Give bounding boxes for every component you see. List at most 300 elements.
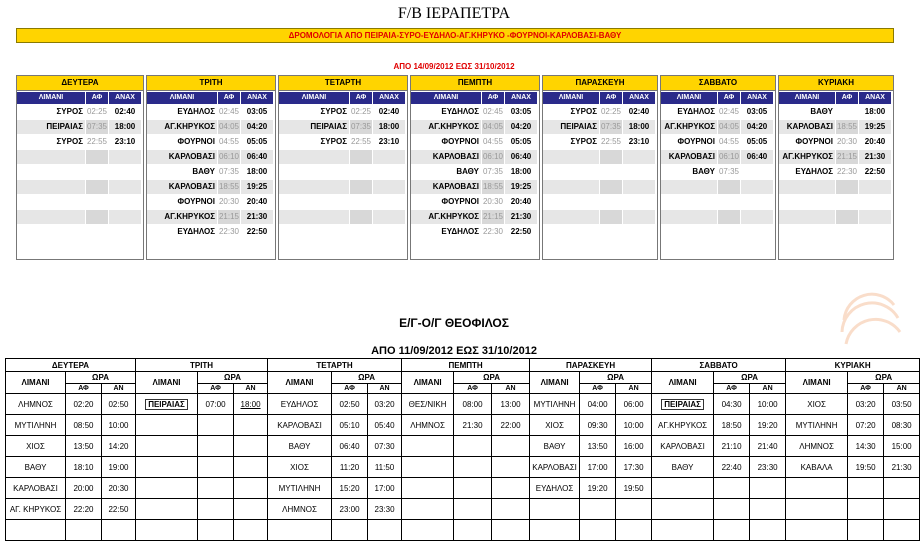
departure-time: 19:25 bbox=[241, 180, 273, 194]
arrival-time: 04:05 bbox=[218, 120, 240, 134]
arrival-time bbox=[600, 165, 622, 179]
port-name: ΚΑΡΛΟΒΑΣΙ bbox=[147, 150, 217, 164]
departure-time bbox=[884, 415, 920, 436]
schedule-row bbox=[279, 195, 407, 209]
port-col-header: ΛΙΜΑΝΙ bbox=[543, 92, 599, 104]
departure-time bbox=[109, 225, 141, 239]
dep-col-header: ΑΝΑΧ bbox=[859, 92, 891, 104]
arrival-time bbox=[600, 180, 622, 194]
port-name: ΕΥΔΗΛΟΣ bbox=[177, 107, 215, 116]
departure-time bbox=[492, 520, 530, 541]
departure-time bbox=[368, 457, 402, 478]
port-name bbox=[779, 180, 835, 194]
arrival-time: 07:35 bbox=[86, 120, 108, 134]
arrival-time bbox=[848, 499, 884, 520]
arr-col-header: ΑΦ bbox=[332, 384, 368, 394]
arrival-time bbox=[86, 180, 108, 194]
schedule-row bbox=[543, 120, 657, 134]
port-name bbox=[6, 499, 66, 520]
schedule-row bbox=[17, 150, 143, 164]
port-name bbox=[268, 394, 332, 415]
departure-time: 02:40 bbox=[628, 107, 650, 116]
departure-time bbox=[368, 415, 402, 436]
port-name-text: ΑΓ. ΚΗΡΥΚΟΣ bbox=[9, 504, 62, 514]
arrival-time bbox=[714, 478, 750, 499]
departure-time bbox=[492, 499, 530, 520]
schedule-row bbox=[779, 105, 893, 119]
port-col-header: ΛΙΜΑΝΙ bbox=[652, 372, 714, 394]
arrival-time bbox=[836, 225, 858, 239]
port-name: ΠΕΙΡΑΙΑΣ bbox=[543, 120, 599, 134]
departure-time bbox=[616, 436, 652, 457]
schedule-row bbox=[147, 120, 275, 134]
departure-time: 22:50 bbox=[864, 167, 886, 176]
arrival-time bbox=[86, 150, 108, 164]
day-header: ΚΥΡΙΑΚΗ bbox=[779, 76, 893, 91]
arr-col-header: ΑΦ bbox=[714, 384, 750, 394]
time-col-header: ΩΡΑ bbox=[580, 372, 652, 384]
dep-col-header: ΑΝ bbox=[750, 384, 786, 394]
port-name: ΒΑΘΥ bbox=[192, 167, 215, 176]
port-name: ΦΟΥΡΝΟΙ bbox=[441, 197, 479, 206]
departure-time bbox=[750, 499, 786, 520]
departure-time bbox=[102, 394, 136, 415]
arrival-time-text: 14:30 bbox=[855, 441, 876, 451]
arrival-time bbox=[86, 225, 108, 239]
port-col-header: ΛΙΜΑΝΙ bbox=[786, 372, 848, 394]
port-name bbox=[268, 499, 332, 520]
port-name bbox=[268, 457, 332, 478]
ship-title-ierapetra: F/B ΙΕΡΑΠΕΤΡΑ bbox=[397, 5, 511, 22]
departure-time bbox=[623, 180, 655, 194]
departure-time bbox=[102, 478, 136, 499]
departure-time: 02:40 bbox=[114, 107, 136, 116]
arr-col-header: ΑΦ bbox=[848, 384, 884, 394]
arrival-time bbox=[332, 394, 368, 415]
arrival-time: 21:15 bbox=[218, 210, 240, 224]
departure-time bbox=[750, 457, 786, 478]
departure-time: 21:30 bbox=[859, 150, 891, 164]
arrival-time-text: 20:00 bbox=[73, 483, 94, 493]
arr-col-header: ΑΦ bbox=[350, 92, 372, 104]
port-name: ΑΓ.ΚΗΡΥΚΟΣ bbox=[661, 120, 717, 134]
port-name-text: ΕΥΔΗΛΟΣ bbox=[535, 483, 574, 493]
port-name-text: ΠΕΙΡΑΙΑΣ bbox=[145, 399, 188, 410]
departure-time bbox=[492, 436, 530, 457]
schedule-row bbox=[661, 210, 775, 224]
port-name bbox=[279, 225, 349, 239]
arrival-time-text: 04:30 bbox=[721, 399, 742, 409]
arrival-time bbox=[714, 436, 750, 457]
port-name bbox=[268, 415, 332, 436]
schedule-row bbox=[543, 165, 657, 179]
port-name-text: ΧΙΟΣ bbox=[807, 399, 826, 409]
departure-time bbox=[102, 436, 136, 457]
schedule-row bbox=[411, 105, 539, 119]
port-name: ΕΥΔΗΛΟΣ bbox=[177, 227, 215, 236]
day-block-2 bbox=[278, 75, 408, 260]
port-name bbox=[661, 210, 717, 224]
arrival-time bbox=[454, 415, 492, 436]
arrival-time-text: 08:50 bbox=[73, 420, 94, 430]
port-name-text: ΜΥΤΙΛΗΝΗ bbox=[533, 399, 576, 409]
arrival-time bbox=[66, 436, 102, 457]
departure-time: 18:00 bbox=[623, 120, 655, 134]
port-name bbox=[402, 457, 454, 478]
column-headers bbox=[661, 92, 775, 104]
port-name-text: ΧΙΟΣ bbox=[545, 420, 564, 430]
schedule-row bbox=[17, 210, 143, 224]
arrival-time-text: 22:20 bbox=[73, 504, 94, 514]
schedule-row bbox=[661, 165, 775, 179]
schedule-row bbox=[543, 210, 657, 224]
port-name bbox=[530, 415, 580, 436]
arrival-time bbox=[600, 150, 622, 164]
arrival-time bbox=[454, 457, 492, 478]
port-name: ΑΓ.ΚΗΡΥΚΟΣ bbox=[411, 120, 481, 134]
departure-time-text: 19:50 bbox=[623, 483, 644, 493]
schedule-row bbox=[661, 105, 775, 119]
port-col-header: ΛΙΜΑΝΙ bbox=[147, 92, 217, 104]
schedule-row bbox=[411, 210, 539, 224]
port-name bbox=[779, 210, 835, 224]
arrival-time: 20:30 bbox=[836, 137, 858, 146]
schedule-row bbox=[543, 150, 657, 164]
port-name bbox=[402, 436, 454, 457]
departure-time bbox=[102, 457, 136, 478]
port-name bbox=[543, 210, 599, 224]
schedule-row bbox=[411, 195, 539, 209]
column-headers bbox=[17, 92, 143, 104]
departure-time bbox=[373, 210, 405, 224]
departure-time-text: 19:00 bbox=[108, 462, 129, 472]
port-name: ΕΥΔΗΛΟΣ bbox=[795, 167, 833, 176]
port-name bbox=[402, 499, 454, 520]
schedule-row bbox=[6, 415, 920, 436]
arrival-time-text: 07:20 bbox=[855, 420, 876, 430]
departure-time bbox=[884, 394, 920, 415]
arrival-time bbox=[848, 415, 884, 436]
arrival-time bbox=[454, 436, 492, 457]
schedule-row bbox=[147, 195, 275, 209]
arrival-time: 02:25 bbox=[86, 107, 108, 116]
arrival-time-text: 02:20 bbox=[73, 399, 94, 409]
schedule-row bbox=[543, 105, 657, 119]
departure-time bbox=[616, 415, 652, 436]
departure-time bbox=[492, 457, 530, 478]
arrival-time bbox=[454, 520, 492, 541]
day-header: ΤΕΤΑΡΤΗ bbox=[268, 359, 402, 372]
arrival-time bbox=[198, 499, 234, 520]
schedule-row bbox=[411, 150, 539, 164]
port-name-text: ΚΑΒΑΛΑ bbox=[800, 462, 833, 472]
arrival-time bbox=[66, 415, 102, 436]
port-name bbox=[136, 499, 198, 520]
departure-time: 04:20 bbox=[505, 120, 537, 134]
arrival-time: 18:55 bbox=[836, 120, 858, 134]
schedule-row bbox=[661, 195, 775, 209]
departure-time bbox=[373, 180, 405, 194]
departure-time bbox=[102, 415, 136, 436]
departure-time bbox=[750, 415, 786, 436]
departure-time bbox=[884, 520, 920, 541]
arrival-time bbox=[332, 478, 368, 499]
schedule-row bbox=[411, 165, 539, 179]
period-theofilos: ΑΠΟ 11/09/2012 ΕΩΣ 31/10/2012 bbox=[371, 345, 537, 357]
schedule-row bbox=[279, 135, 407, 149]
arrival-time bbox=[198, 520, 234, 541]
departure-time-text: 17:30 bbox=[623, 462, 644, 472]
schedule-row bbox=[279, 210, 407, 224]
departure-time: 20:40 bbox=[246, 197, 268, 206]
port-name-text: ΒΑΘΥ bbox=[288, 441, 311, 451]
arrival-time bbox=[86, 165, 108, 179]
port-name bbox=[779, 195, 835, 209]
arrival-time: 04:55 bbox=[482, 137, 504, 146]
departure-time bbox=[623, 150, 655, 164]
schedule-row bbox=[543, 225, 657, 239]
departure-time: 05:05 bbox=[246, 137, 268, 146]
dep-col-header: ΑΝ bbox=[884, 384, 920, 394]
arrival-time bbox=[580, 478, 616, 499]
time-col-header: ΩΡΑ bbox=[66, 372, 136, 384]
port-name bbox=[6, 436, 66, 457]
port-name: ΦΟΥΡΝΟΙ bbox=[441, 137, 479, 146]
departure-time: 23:10 bbox=[114, 137, 136, 146]
port-name-text: ΚΑΡΛΟΒΑΣΙ bbox=[277, 420, 322, 430]
port-col-header: ΛΙΜΑΝΙ bbox=[779, 92, 835, 104]
arrival-time: 06:10 bbox=[718, 150, 740, 164]
departure-time bbox=[884, 499, 920, 520]
departure-time: 19:25 bbox=[505, 180, 537, 194]
schedule-row bbox=[279, 150, 407, 164]
arrival-time bbox=[848, 457, 884, 478]
port-col-header: ΛΙΜΑΝΙ bbox=[136, 372, 198, 394]
arrival-time bbox=[66, 478, 102, 499]
arrival-time-text: 02:50 bbox=[339, 399, 360, 409]
departure-time bbox=[623, 210, 655, 224]
dep-col-header: ΑΝ bbox=[234, 384, 268, 394]
departure-time-text: 06:00 bbox=[623, 399, 644, 409]
day-block-4 bbox=[542, 75, 658, 260]
arrival-time-text: 04:00 bbox=[587, 399, 608, 409]
arrival-time bbox=[848, 436, 884, 457]
arrival-time bbox=[718, 195, 740, 209]
port-name-text: ΒΑΘΥ bbox=[543, 441, 566, 451]
arrival-time: 20:30 bbox=[482, 197, 504, 206]
port-name bbox=[402, 415, 454, 436]
arrival-time bbox=[848, 520, 884, 541]
port-name bbox=[543, 195, 599, 209]
schedule-row bbox=[279, 180, 407, 194]
schedule-row bbox=[279, 225, 407, 239]
schedule-row bbox=[411, 225, 539, 239]
departure-time-text: 13:00 bbox=[500, 399, 521, 409]
departure-time bbox=[109, 195, 141, 209]
departure-time bbox=[368, 499, 402, 520]
port-name: ΕΥΔΗΛΟΣ bbox=[441, 227, 479, 236]
departure-time-text: 18:00 bbox=[240, 399, 261, 409]
arrival-time-text: 18:10 bbox=[73, 462, 94, 472]
arrival-time-text: 07:00 bbox=[205, 399, 226, 409]
arrival-time: 02:45 bbox=[718, 107, 740, 116]
departure-time: 22:50 bbox=[246, 227, 268, 236]
port-name bbox=[268, 478, 332, 499]
departure-time-text: 23:30 bbox=[757, 462, 778, 472]
theofilos-schedule-table bbox=[5, 358, 920, 541]
port-name bbox=[136, 520, 198, 541]
departure-time bbox=[884, 478, 920, 499]
port-name bbox=[279, 165, 349, 179]
arrival-time-text: 18:50 bbox=[721, 420, 742, 430]
port-name bbox=[402, 478, 454, 499]
time-col-header: ΩΡΑ bbox=[198, 372, 268, 384]
arrival-time-text: 15:20 bbox=[339, 483, 360, 493]
arrival-time: 02:25 bbox=[350, 107, 372, 116]
departure-time-text: 17:00 bbox=[374, 483, 395, 493]
port-name bbox=[652, 499, 714, 520]
arrival-time bbox=[350, 210, 372, 224]
departure-time bbox=[623, 225, 655, 239]
port-col-header: ΛΙΜΑΝΙ bbox=[6, 372, 66, 394]
dep-col-header: ΑΝΑΧ bbox=[109, 92, 141, 104]
day-header: ΣΑΒΒΑΤΟ bbox=[661, 76, 775, 91]
arrival-time bbox=[580, 436, 616, 457]
schedule-row bbox=[6, 478, 920, 499]
departure-time: 21:30 bbox=[505, 210, 537, 224]
port-name bbox=[652, 394, 714, 415]
departure-time bbox=[234, 415, 268, 436]
arrival-time: 06:10 bbox=[218, 150, 240, 164]
port-name: ΑΓ.ΚΗΡΥΚΟΣ bbox=[411, 210, 481, 224]
arrival-time: 22:30 bbox=[836, 167, 858, 176]
arr-col-header: ΑΦ bbox=[66, 384, 102, 394]
departure-time bbox=[616, 394, 652, 415]
day-block-1 bbox=[146, 75, 276, 260]
arr-col-header: ΑΦ bbox=[198, 384, 234, 394]
day-header: ΤΕΤΑΡΤΗ bbox=[279, 76, 407, 91]
dep-col-header: ΑΝΑΧ bbox=[623, 92, 655, 104]
departure-time bbox=[750, 478, 786, 499]
departure-time bbox=[234, 478, 268, 499]
arrival-time bbox=[332, 436, 368, 457]
departure-time bbox=[102, 520, 136, 541]
departure-time bbox=[492, 394, 530, 415]
arrival-time bbox=[836, 210, 858, 224]
port-name: ΚΑΡΛΟΒΑΣΙ bbox=[779, 120, 835, 134]
port-name-text: ΒΑΘΥ bbox=[671, 462, 694, 472]
schedule-row bbox=[147, 210, 275, 224]
arrival-time-text: 08:00 bbox=[462, 399, 483, 409]
arrival-time: 22:55 bbox=[600, 137, 622, 146]
port-name-text: ΜΥΤΙΛΗΝΗ bbox=[278, 483, 321, 493]
schedule-row bbox=[779, 135, 893, 149]
departure-time bbox=[741, 225, 773, 239]
schedule-row bbox=[661, 120, 775, 134]
port-name bbox=[652, 415, 714, 436]
schedule-row bbox=[411, 180, 539, 194]
arrival-time-text: 03:20 bbox=[855, 399, 876, 409]
schedule-row bbox=[661, 150, 775, 164]
column-headers bbox=[279, 92, 407, 104]
port-name bbox=[530, 520, 580, 541]
port-name bbox=[136, 415, 198, 436]
arrival-time: 04:55 bbox=[218, 137, 240, 146]
time-col-header: ΩΡΑ bbox=[454, 372, 530, 384]
arrival-time-text: 21:10 bbox=[721, 441, 742, 451]
arrival-time bbox=[580, 394, 616, 415]
schedule-row bbox=[6, 520, 920, 541]
arrival-time bbox=[332, 520, 368, 541]
departure-time-text: 10:00 bbox=[623, 420, 644, 430]
arrival-time-text: 23:00 bbox=[339, 504, 360, 514]
day-block-0 bbox=[16, 75, 144, 260]
arr-col-header: ΑΦ bbox=[718, 92, 740, 104]
port-name: ΣΥΡΟΣ bbox=[320, 137, 347, 146]
departure-time-text: 21:30 bbox=[891, 462, 912, 472]
arrival-time bbox=[66, 499, 102, 520]
schedule-row bbox=[543, 195, 657, 209]
schedule-row bbox=[17, 120, 143, 134]
arrival-time bbox=[714, 415, 750, 436]
port-name: ΦΟΥΡΝΟΙ bbox=[177, 197, 215, 206]
arrival-time: 02:45 bbox=[482, 107, 504, 116]
port-name: ΦΟΥΡΝΟΙ bbox=[177, 137, 215, 146]
column-headers bbox=[779, 92, 893, 104]
port-col-header: ΛΙΜΑΝΙ bbox=[530, 372, 580, 394]
arrival-time: 22:30 bbox=[482, 227, 504, 236]
departure-time-text: 11:50 bbox=[374, 462, 395, 472]
port-name bbox=[652, 457, 714, 478]
port-col-header: ΛΙΜΑΝΙ bbox=[661, 92, 717, 104]
arrival-time bbox=[86, 195, 108, 209]
arrival-time bbox=[350, 180, 372, 194]
departure-time-text: 05:40 bbox=[374, 420, 395, 430]
schedule-row bbox=[779, 210, 893, 224]
arrival-time bbox=[86, 210, 108, 224]
port-name bbox=[543, 150, 599, 164]
port-name-text: ΚΑΡΛΟΒΑΣΙ bbox=[660, 441, 705, 451]
day-header: ΔΕΥΤΕΡΑ bbox=[17, 76, 143, 91]
time-col-header: ΩΡΑ bbox=[848, 372, 920, 384]
schedule-row bbox=[147, 150, 275, 164]
port-name bbox=[402, 520, 454, 541]
port-name-text: ΧΙΟΣ bbox=[290, 462, 309, 472]
arrival-time bbox=[580, 457, 616, 478]
arrival-time-text: 09:30 bbox=[587, 420, 608, 430]
arr-col-header: ΑΦ bbox=[454, 384, 492, 394]
arrival-time: 22:55 bbox=[350, 137, 372, 146]
port-name bbox=[402, 394, 454, 415]
port-name bbox=[543, 180, 599, 194]
arrival-time bbox=[848, 394, 884, 415]
departure-time: 23:10 bbox=[628, 137, 650, 146]
departure-time bbox=[109, 210, 141, 224]
arrival-time-text: 05:10 bbox=[339, 420, 360, 430]
departure-time bbox=[234, 520, 268, 541]
port-name-text: ΛΗΜΝΟΣ bbox=[282, 504, 317, 514]
port-name-text: ΠΕΙΡΑΙΑΣ bbox=[661, 399, 704, 410]
departure-time: 05:05 bbox=[746, 137, 768, 146]
port-name: ΑΓ.ΚΗΡΥΚΟΣ bbox=[147, 120, 217, 134]
arrival-time bbox=[198, 457, 234, 478]
schedule-row bbox=[279, 120, 407, 134]
arr-col-header: ΑΦ bbox=[86, 92, 108, 104]
arrival-time: 07:35 bbox=[600, 120, 622, 134]
port-name bbox=[543, 225, 599, 239]
port-name bbox=[6, 520, 66, 541]
schedule-row bbox=[779, 150, 893, 164]
